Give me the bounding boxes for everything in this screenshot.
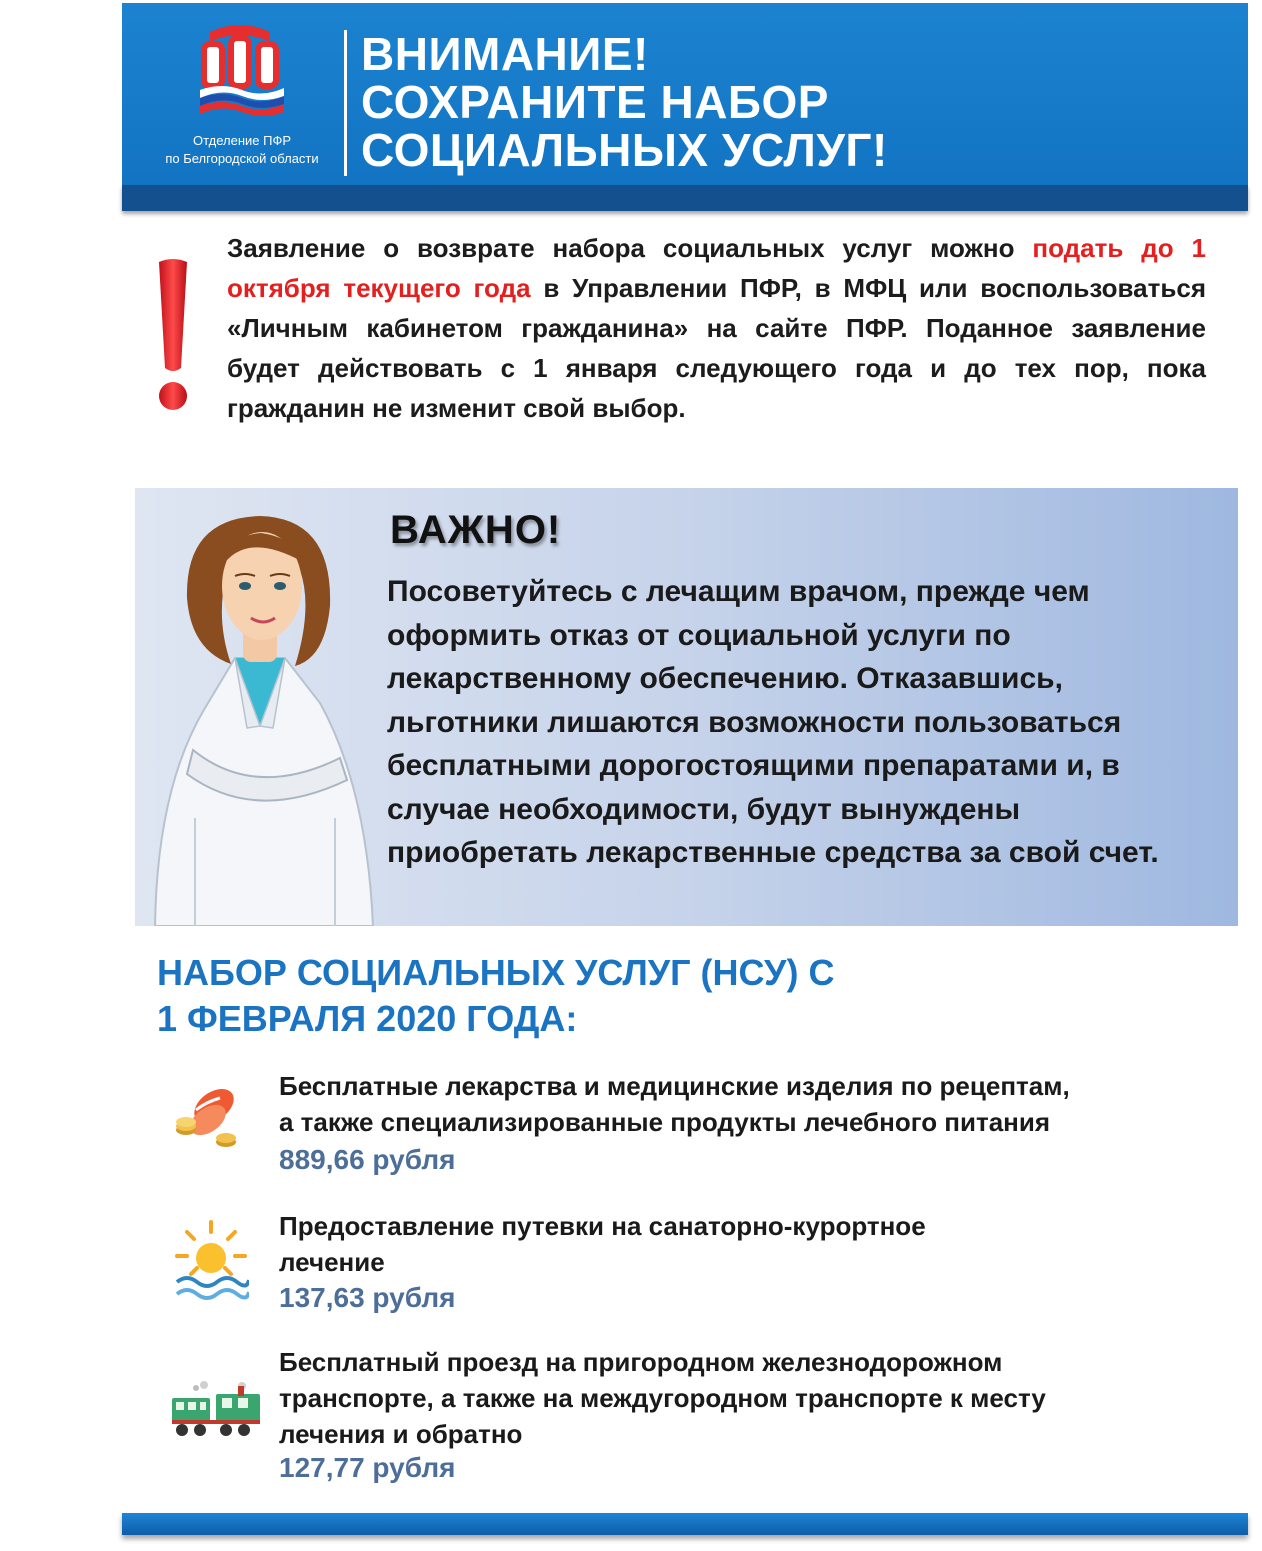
service-item-sanatorium xyxy=(0,1208,1262,1328)
service-line-1: Бесплатные лекарства и медицинские изделия по рецептам, xyxy=(279,1071,1070,1101)
service-price: 137,63 рубля xyxy=(279,1282,456,1313)
important-panel xyxy=(135,488,1238,926)
title-line-2: СОХРАНИТЕ НАБОР xyxy=(361,76,829,128)
org-line-2: по Белгородской области xyxy=(165,151,319,166)
service-desc xyxy=(279,1208,926,1280)
org-line-1: Отделение ПФР xyxy=(192,133,291,148)
service-line-3: лечения и обратно xyxy=(279,1419,523,1449)
pills-icon xyxy=(170,1080,242,1150)
important-text: Посоветуйтесь с лечащим врачом, прежде чем оформить отказ от социальной услуги по лекарственному обеспечению. Отказавшись, льготники лишаются возможности пользоваться бесплатными дорогостоящими препаратами и, в случае необходимости, будут вынуждены приобретать лекарственные средства за свой счет. xyxy=(387,575,1159,869)
title-line-1: ВНИМАНИЕ! xyxy=(361,28,649,80)
train-icon xyxy=(168,1380,264,1440)
nsu-section-title xyxy=(157,950,834,1042)
sun-waves-icon xyxy=(173,1218,249,1304)
important-title: ВАЖНО! xyxy=(390,508,562,552)
service-line-1: Бесплатный проезд на пригородном железнодорожном xyxy=(279,1347,1003,1377)
footer-bar xyxy=(122,1513,1248,1535)
org-name xyxy=(140,132,344,168)
nsu-title-line-1: НАБОР СОЦИАЛЬНЫХ УСЛУГ (НСУ) С xyxy=(157,952,835,993)
service-line-2: а также специализированные продукты лечебного питания xyxy=(279,1107,1051,1137)
pfr-logo-icon xyxy=(192,24,288,116)
service-line-2: лечение xyxy=(279,1247,385,1277)
service-price: 889,66 рубля xyxy=(279,1144,456,1175)
service-item-medicines xyxy=(0,1068,1262,1188)
service-desc xyxy=(279,1068,1070,1140)
service-desc xyxy=(279,1344,1046,1452)
header-shadow-bar xyxy=(122,185,1248,211)
service-item-transport xyxy=(0,1344,1262,1484)
page-title xyxy=(361,30,888,174)
nsu-title-line-2: 1 ФЕВРАЛЯ 2020 ГОДА: xyxy=(157,998,578,1039)
service-price: 127,77 рубля xyxy=(279,1452,456,1483)
title-line-3: СОЦИАЛЬНЫХ УСЛУГ! xyxy=(361,124,888,176)
notice-part-1: Заявление о возврате набора социальных услуг можно xyxy=(227,233,1033,263)
service-line-2: транспорте, а также на междугородном транспорте к месту xyxy=(279,1383,1046,1413)
header-divider xyxy=(344,30,347,176)
notice-text xyxy=(227,228,1206,428)
doctor-illustration-icon xyxy=(135,488,385,926)
exclamation-icon xyxy=(151,256,195,416)
notice-part-2: в Управлении ПФР, в МФЦ или воспользоваться «Личным кабинетом гражданина» на сайте ПФР. Поданное заявление будет действовать с 1 января следующего года и до тех пор, пока гражданин не изменит свой выбор. xyxy=(227,273,1206,423)
notice-deadline: подать до 1 октября текущего года xyxy=(227,233,1206,303)
service-line-1: Предоставление путевки на санаторно-курортное xyxy=(279,1211,926,1241)
